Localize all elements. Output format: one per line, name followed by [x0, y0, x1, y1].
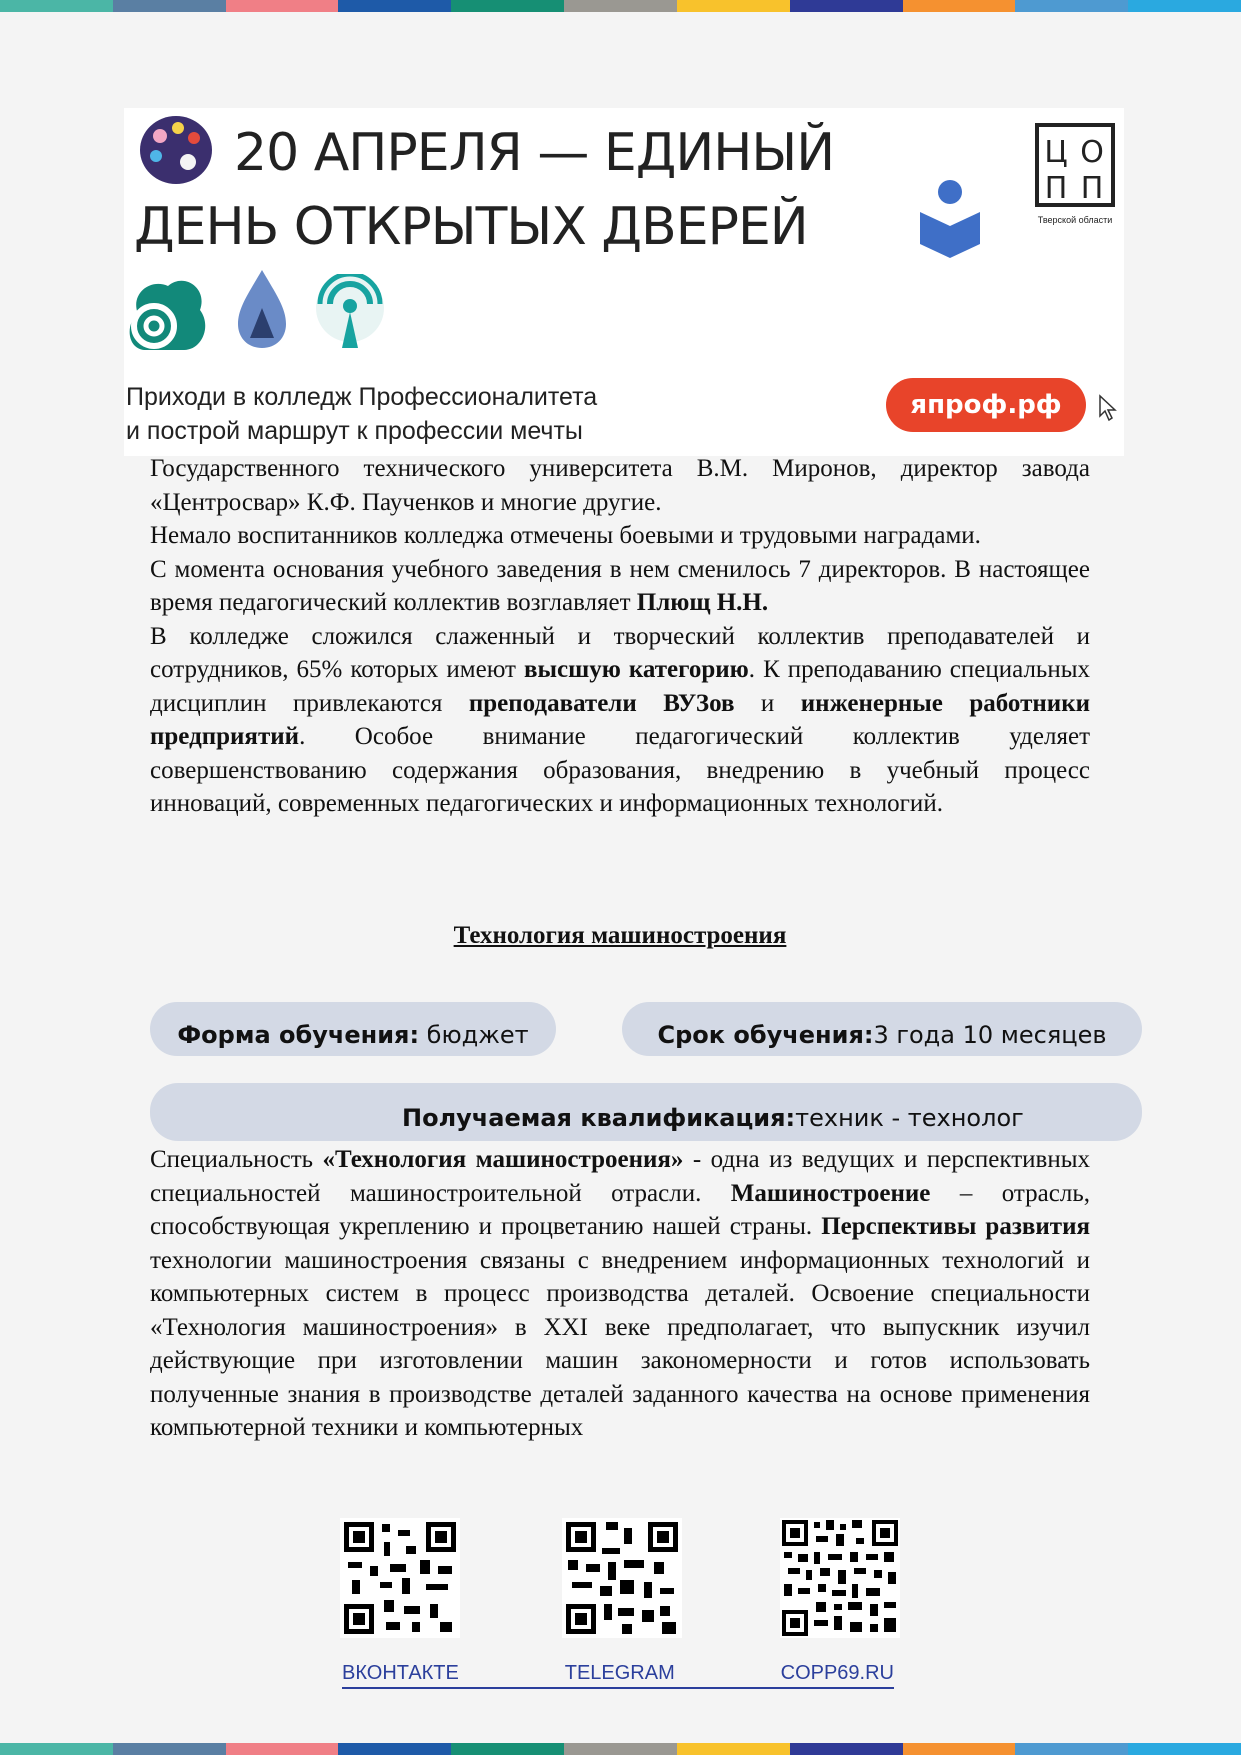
- text-run: . Особое внимание педагогический коллектив уделяет совершенствованию содержания образования, внедрению в учебный процесс инноваций, современных педагогических и информационных технологий.: [150, 723, 1090, 817]
- text-run: Специальность: [150, 1146, 323, 1173]
- bold-run: высшую категорию: [524, 656, 749, 683]
- stripe-segment: [903, 0, 1016, 12]
- tagline-line-2: и построй маршрут к профессии мечты: [126, 417, 583, 445]
- text-run: - одна из ведущих и перспективных специальностей машиностроительной отрасли.: [150, 1146, 1090, 1207]
- stripe-segment: [564, 1743, 677, 1755]
- social-links: [342, 1662, 894, 1689]
- top-color-stripe: [0, 0, 1241, 12]
- bottom-color-stripe: [0, 1743, 1241, 1755]
- banner-title-line-2: ДЕНЬ ОТКРЫТЫХ ДВЕРЕЙ: [134, 197, 808, 257]
- stripe-segment: [451, 0, 564, 12]
- specialty-description: [150, 1143, 1090, 1445]
- bold-run: Машиностроение: [730, 1179, 931, 1207]
- qualification-label: Получаемая квалификация:: [402, 1104, 796, 1132]
- intro-paragraph: Немало воспитанников колледжа отмечены боевыми и трудовыми наградами.: [150, 522, 981, 549]
- stripe-segment: [451, 1743, 564, 1755]
- tagline-line-1: Приходи в колледж Профессионалитета: [126, 383, 598, 411]
- stripe-segment: [1128, 1743, 1241, 1755]
- specialty-heading: Технология машиностроения: [453, 922, 787, 949]
- stripe-segment: [1015, 0, 1128, 12]
- link-telegram[interactable]: TELEGRAM: [564, 1662, 675, 1684]
- study-form-pill: [150, 1002, 556, 1056]
- intro-paragraph: [150, 553, 1090, 620]
- study-term-label: Срок обучения:: [657, 1021, 874, 1049]
- stripe-segment: [226, 1743, 339, 1755]
- tree-icon: [124, 270, 210, 356]
- stripe-segment: [0, 1743, 113, 1755]
- text-run: С момента основания учебного заведения в нем сменилось 7 директоров. В настоящее время педагогический коллектив возглавляет: [150, 555, 1090, 616]
- study-term-pill: [622, 1002, 1142, 1056]
- book-reader-icon: [918, 178, 982, 258]
- stripe-segment: [113, 0, 226, 12]
- antenna-icon: [312, 274, 388, 350]
- intro-paragraph: Государственного технического университета В.М. Миронов, директор завода «Центросвар» К.Ф. Паученков и многие другие.: [150, 455, 1090, 516]
- yaprof-link-badge[interactable]: япроф.рф: [886, 378, 1086, 432]
- qr-code-vk[interactable]: [340, 1518, 460, 1638]
- stripe-segment: [0, 0, 113, 12]
- link-copp69[interactable]: COPP69.RU: [780, 1662, 894, 1684]
- stripe-segment: [226, 0, 339, 12]
- open-day-banner: [124, 108, 1124, 456]
- stripe-segment: [677, 1743, 790, 1755]
- text-run: В колледже сложился слаженный и творческий коллектив преподавателей и сотрудников, 65% которых имеют: [150, 622, 1090, 683]
- stripe-segment: [338, 0, 451, 12]
- qr-code-telegram[interactable]: [562, 1518, 682, 1638]
- stripe-segment: [1015, 1743, 1128, 1755]
- logo-letter: О: [1080, 135, 1104, 170]
- qualification-pill: [150, 1083, 1142, 1141]
- director-name: Плющ Н.Н.: [636, 589, 769, 616]
- study-term-value: 3 года 10 месяцев: [873, 1021, 1107, 1049]
- bold-run: преподаватели ВУЗов: [468, 689, 735, 717]
- text-run: . К преподаванию специальных дисциплин привлекаются: [150, 656, 1091, 717]
- stripe-segment: [790, 0, 903, 12]
- banner-title-line-1: 20 АПРЕЛЯ — ЕДИНЫЙ: [234, 123, 835, 183]
- stripe-segment: [564, 0, 677, 12]
- bold-run: Перспективы развития: [821, 1213, 1090, 1240]
- stripe-segment: [790, 1743, 903, 1755]
- copp-logo-mark: [1034, 122, 1116, 208]
- cursor-icon: [1098, 394, 1118, 422]
- drop-icon: [236, 268, 288, 350]
- stripe-segment: [903, 1743, 1016, 1755]
- stripe-segment: [338, 1743, 451, 1755]
- qualification-value: техник - технолог: [795, 1104, 1024, 1132]
- stripe-segment: [113, 1743, 226, 1755]
- stripe-segment: [677, 0, 790, 12]
- text-run: и: [734, 689, 801, 717]
- text-run: технологии машиностроения связаны с внедрением информационных технологий и компьютерных систем в процесс производства деталей. Освоение специальности «Технология машиностроения» в XXI веке предполагает, что выпускник изучил действующие при изготовлении машин закономерности и готов использовать полученные знания в производстве деталей заданного качества на основе применения компьютерной техники и компьютерных: [150, 1246, 1090, 1441]
- link-vkontakte[interactable]: ВКОНТАКТЕ: [342, 1662, 459, 1684]
- intro-paragraph: [150, 620, 1090, 821]
- logo-letter: Ц: [1044, 135, 1068, 170]
- study-form-label: Форма обучения:: [177, 1021, 420, 1049]
- logo-letter: П: [1044, 171, 1068, 206]
- banner-title: [134, 116, 1004, 264]
- banner-tagline: [126, 380, 597, 448]
- bold-run: «Технология машиностроения»: [322, 1146, 684, 1173]
- text-run: – отрасль, способствующая укреплению и процветанию нашей страны.: [150, 1179, 1090, 1240]
- intro-text: [150, 452, 1090, 821]
- description-paragraph: [150, 1143, 1090, 1445]
- bold-run: инженерные работники предприятий: [150, 689, 1090, 750]
- stripe-segment: [1128, 0, 1241, 12]
- qr-code-copp69[interactable]: [780, 1518, 900, 1638]
- copp-logo-subtitle: Тверской области: [1037, 215, 1113, 225]
- logo-letter: П: [1080, 171, 1104, 206]
- copp-logo: [1034, 122, 1116, 232]
- study-form-value: бюджет: [419, 1021, 529, 1049]
